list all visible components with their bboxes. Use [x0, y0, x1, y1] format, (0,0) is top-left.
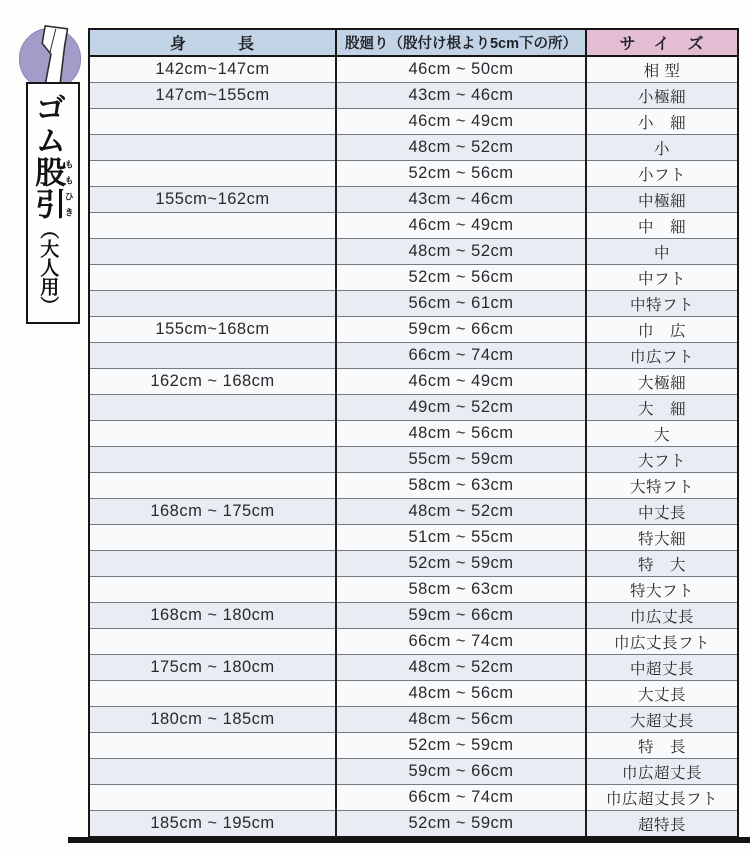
- waist-cell: 55cm ~ 59cm: [336, 447, 586, 473]
- table-row: [89, 291, 738, 317]
- size-cell: 大超丈長: [586, 707, 738, 733]
- table-row: [89, 603, 738, 629]
- table-row: [89, 343, 738, 369]
- table-row: [89, 447, 738, 473]
- size-cell: 小 細: [586, 109, 738, 135]
- height-cell: [89, 759, 336, 785]
- product-title: [32, 92, 74, 315]
- table-row: [89, 135, 738, 161]
- bottom-divider: [68, 837, 750, 843]
- waist-cell: 66cm ~ 74cm: [336, 629, 586, 655]
- size-cell: 小フト: [586, 161, 738, 187]
- height-cell: 168cm ~ 180cm: [89, 603, 336, 629]
- waist-cell: 46cm ~ 49cm: [336, 213, 586, 239]
- table-row: [89, 161, 738, 187]
- waist-cell: 52cm ~ 59cm: [336, 811, 586, 838]
- size-cell: 中特フト: [586, 291, 738, 317]
- height-cell: [89, 551, 336, 577]
- waist-cell: 43cm ~ 46cm: [336, 187, 586, 213]
- table-row: [89, 733, 738, 759]
- height-cell: 175cm ~ 180cm: [89, 655, 336, 681]
- waist-cell: 49cm ~ 52cm: [336, 395, 586, 421]
- waist-cell: 52cm ~ 56cm: [336, 265, 586, 291]
- height-cell: 155cm~168cm: [89, 317, 336, 343]
- table-row: [89, 109, 738, 135]
- waist-cell: 48cm ~ 56cm: [336, 421, 586, 447]
- table-row: [89, 473, 738, 499]
- table-row: [89, 56, 738, 83]
- height-cell: 155cm~162cm: [89, 187, 336, 213]
- waist-cell: 59cm ~ 66cm: [336, 759, 586, 785]
- table-row: [89, 655, 738, 681]
- table-row: [89, 239, 738, 265]
- waist-cell: 48cm ~ 56cm: [336, 681, 586, 707]
- size-table: [88, 28, 739, 838]
- height-cell: [89, 213, 336, 239]
- size-cell: 大丈長: [586, 681, 738, 707]
- waist-cell: 46cm ~ 49cm: [336, 369, 586, 395]
- product-title-suffix: （大人用）: [37, 219, 59, 315]
- product-title-furigana: ももひき: [63, 155, 74, 220]
- table-row: [89, 811, 738, 838]
- table-row: [89, 551, 738, 577]
- height-cell: 142cm~147cm: [89, 56, 336, 83]
- waist-cell: 66cm ~ 74cm: [336, 343, 586, 369]
- waist-cell: 46cm ~ 50cm: [336, 56, 586, 83]
- header-waist: 股廻り（股付け根より5cm下の所）: [336, 29, 586, 56]
- waist-cell: 48cm ~ 52cm: [336, 499, 586, 525]
- size-cell: 特大フト: [586, 577, 738, 603]
- table-row: [89, 83, 738, 109]
- height-cell: [89, 447, 336, 473]
- size-cell: 特大細: [586, 525, 738, 551]
- table-row: [89, 395, 738, 421]
- product-title-ruby: 股引ももひき: [30, 155, 74, 220]
- height-cell: [89, 733, 336, 759]
- table-row: [89, 213, 738, 239]
- waist-cell: 48cm ~ 56cm: [336, 707, 586, 733]
- size-cell: 小極細: [586, 83, 738, 109]
- height-cell: [89, 239, 336, 265]
- size-cell: 巾広超丈長: [586, 759, 738, 785]
- waist-cell: 59cm ~ 66cm: [336, 317, 586, 343]
- table-row: [89, 499, 738, 525]
- height-cell: [89, 265, 336, 291]
- height-cell: 180cm ~ 185cm: [89, 707, 336, 733]
- table-row: [89, 265, 738, 291]
- height-cell: [89, 785, 336, 811]
- height-cell: 185cm ~ 195cm: [89, 811, 336, 838]
- waist-cell: 52cm ~ 56cm: [336, 161, 586, 187]
- size-cell: 特 大: [586, 551, 738, 577]
- waist-cell: 66cm ~ 74cm: [336, 785, 586, 811]
- waist-cell: 48cm ~ 52cm: [336, 135, 586, 161]
- header-size: サ イ ズ: [586, 29, 738, 56]
- size-cell: 大 細: [586, 395, 738, 421]
- waist-cell: 58cm ~ 63cm: [336, 473, 586, 499]
- size-cell: 超特長: [586, 811, 738, 838]
- momohiki-pants-icon: [16, 23, 84, 91]
- product-title-box: [26, 82, 80, 324]
- table-row: [89, 369, 738, 395]
- height-cell: [89, 395, 336, 421]
- height-cell: [89, 629, 336, 655]
- table-row: [89, 421, 738, 447]
- size-cell: 大極細: [586, 369, 738, 395]
- height-cell: [89, 577, 336, 603]
- waist-cell: 58cm ~ 63cm: [336, 577, 586, 603]
- table-row: [89, 525, 738, 551]
- size-cell: 大特フト: [586, 473, 738, 499]
- height-cell: 162cm ~ 168cm: [89, 369, 336, 395]
- waist-cell: 52cm ~ 59cm: [336, 733, 586, 759]
- height-cell: [89, 135, 336, 161]
- size-cell: 中フト: [586, 265, 738, 291]
- size-cell: 大フト: [586, 447, 738, 473]
- waist-cell: 43cm ~ 46cm: [336, 83, 586, 109]
- table-row: [89, 629, 738, 655]
- waist-cell: 51cm ~ 55cm: [336, 525, 586, 551]
- height-cell: [89, 291, 336, 317]
- size-cell: 巾広超丈長フト: [586, 785, 738, 811]
- table-row: [89, 681, 738, 707]
- header-height: 身 長: [89, 29, 336, 56]
- waist-cell: 48cm ~ 52cm: [336, 239, 586, 265]
- size-cell: 巾広フト: [586, 343, 738, 369]
- size-cell: 巾 広: [586, 317, 738, 343]
- height-cell: [89, 525, 336, 551]
- height-cell: 147cm~155cm: [89, 83, 336, 109]
- size-cell: 小: [586, 135, 738, 161]
- size-cell: 相 型: [586, 56, 738, 83]
- height-cell: [89, 421, 336, 447]
- size-cell: 中超丈長: [586, 655, 738, 681]
- size-cell: 巾広丈長: [586, 603, 738, 629]
- table-row: [89, 577, 738, 603]
- waist-cell: 59cm ~ 66cm: [336, 603, 586, 629]
- waist-cell: 48cm ~ 52cm: [336, 655, 586, 681]
- size-cell: 中: [586, 239, 738, 265]
- size-cell: 巾広丈長フト: [586, 629, 738, 655]
- size-cell: 中 細: [586, 213, 738, 239]
- height-cell: [89, 161, 336, 187]
- height-cell: [89, 343, 336, 369]
- size-cell: 中丈長: [586, 499, 738, 525]
- height-cell: [89, 473, 336, 499]
- table-row: [89, 785, 738, 811]
- product-title-main: [30, 91, 74, 220]
- size-cell: 大: [586, 421, 738, 447]
- height-cell: [89, 681, 336, 707]
- size-table-container: [88, 28, 737, 838]
- table-row: [89, 707, 738, 733]
- waist-cell: 56cm ~ 61cm: [336, 291, 586, 317]
- table-row: [89, 187, 738, 213]
- waist-cell: 52cm ~ 59cm: [336, 551, 586, 577]
- table-row: [89, 317, 738, 343]
- size-table-body: [89, 56, 738, 837]
- waist-cell: 46cm ~ 49cm: [336, 109, 586, 135]
- table-header-row: [89, 29, 738, 56]
- height-cell: 168cm ~ 175cm: [89, 499, 336, 525]
- product-title-prefix: ゴム: [30, 91, 66, 156]
- height-cell: [89, 109, 336, 135]
- size-cell: 中極細: [586, 187, 738, 213]
- size-cell: 特 長: [586, 733, 738, 759]
- table-row: [89, 759, 738, 785]
